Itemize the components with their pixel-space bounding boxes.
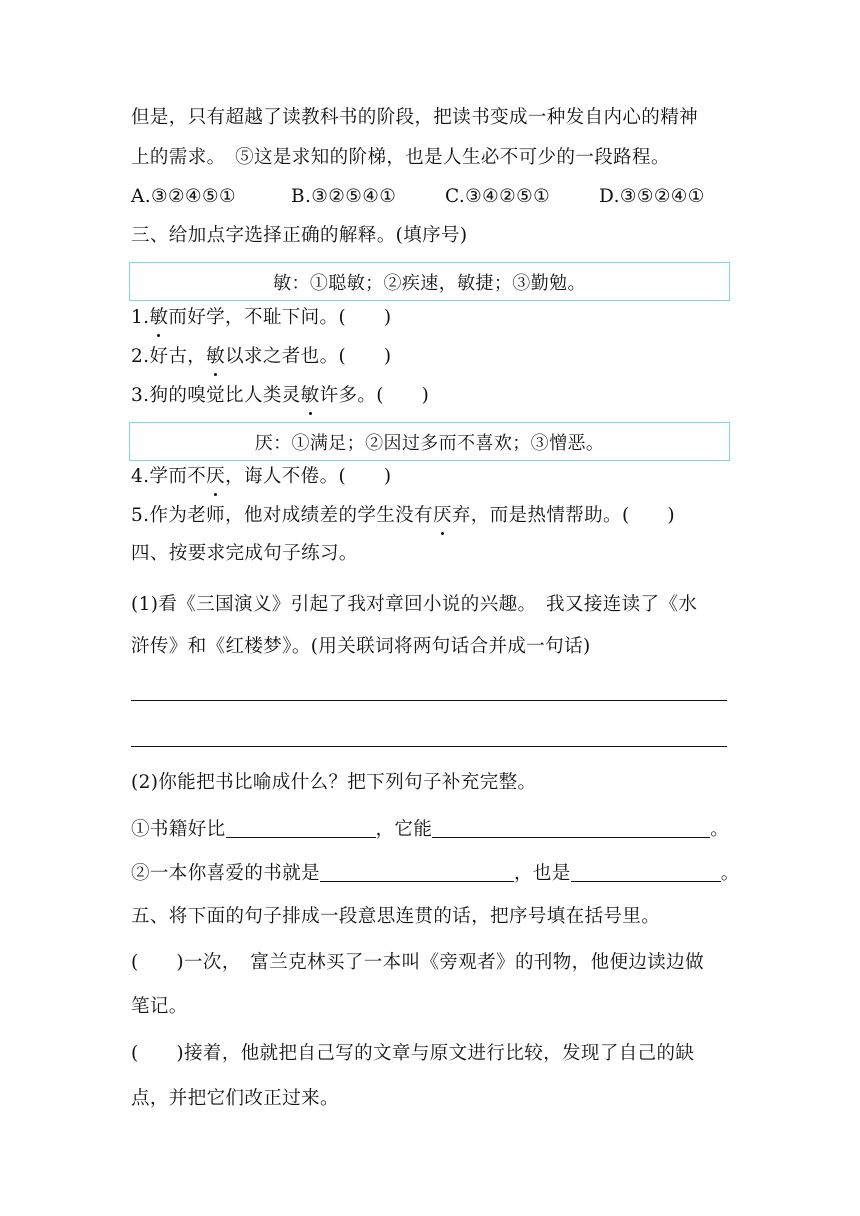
definition-box: 厌：①满足；②因过多而不喜欢；③憎恶。	[129, 422, 730, 461]
question-item: 5.作为老师，他对成绩差的学生没有厌弃，而是热情帮助。( )	[131, 505, 675, 526]
question-item: 3.狗的嗅觉比人类灵敏许多。( )	[131, 385, 430, 406]
fill-sentence: ②一本你喜爱的书就是 ，也是 。	[131, 863, 740, 884]
question-item: 4.学而不厌，诲人不倦。( )	[131, 466, 392, 487]
answer-line[interactable]	[131, 700, 727, 701]
question-item: 2.好古，敏以求之者也。( )	[131, 346, 392, 367]
blank-field[interactable]	[571, 861, 721, 882]
option-a: A.③②④⑤①	[131, 186, 236, 207]
definition-box: 敏：①聪敏；②疾速，敏捷；③勤勉。	[129, 262, 730, 301]
section-heading: 四、按要求完成句子练习。	[131, 543, 358, 564]
blank-field[interactable]	[432, 817, 710, 838]
dotted-character: 敏	[300, 385, 320, 406]
option-b: B.③②⑤④①	[291, 186, 397, 207]
passage-line: 上的需求。 ⑤这是求知的阶梯，也是人生必不可少的一段路程。	[131, 147, 670, 168]
ordering-item: ( )一次， 富兰克林买了一本叫《旁观者》的刊物，他便边读边做	[131, 952, 704, 973]
option-d: D.③⑤②④①	[599, 186, 705, 207]
exercise-text: (1)看《三国演义》引起了我对章回小说的兴趣。 我又接连读了《水	[131, 594, 698, 615]
dotted-character: 厌	[206, 466, 226, 487]
dotted-character: 敏	[149, 307, 169, 328]
section-heading: 五、将下面的句子排成一段意思连贯的话，把序号填在括号里。	[131, 906, 661, 927]
section-heading: 三、给加点字选择正确的解释。(填序号)	[131, 225, 468, 246]
ordering-item: 点，并把它们改正过来。	[131, 1088, 339, 1109]
blank-field[interactable]	[226, 817, 376, 838]
option-c: C.③④②⑤①	[445, 186, 551, 207]
blank-field[interactable]	[320, 861, 514, 882]
dotted-character: 厌	[432, 505, 452, 526]
answer-line[interactable]	[131, 746, 727, 747]
answer-options	[131, 185, 724, 209]
passage-line: 但是，只有超越了读教科书的阶段，把读书变成一种发自内心的精神	[131, 107, 699, 128]
ordering-item: ( )接着，他就把自己写的文章与原文进行比较，发现了自己的缺	[131, 1043, 695, 1064]
ordering-item: 笔记。	[131, 996, 188, 1017]
fill-sentence: ①书籍好比 ，它能 。	[131, 819, 730, 840]
question-item: 1.敏而好学，不耻下问。( )	[131, 307, 392, 328]
dotted-character: 敏	[206, 346, 226, 367]
exercise-text: 浒传》和《红楼梦》。(用关联词将两句话合并成一句话)	[131, 636, 591, 657]
exercise-text: (2)你能把书比喻成什么？把下列句子补充完整。	[131, 772, 537, 793]
